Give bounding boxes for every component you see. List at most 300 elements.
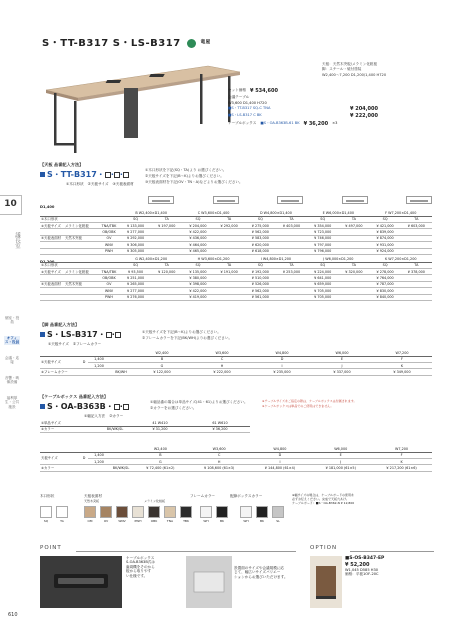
depth-value: 1,400 [88,452,110,458]
edge-cell: TA [151,216,182,222]
cable-box-price-table [40,446,432,472]
table-thumb-icon [277,196,303,204]
swatch-code: OBK [150,519,158,523]
price-cell: ¥ 561,000 [245,294,276,300]
edge-cell: SQ [307,216,338,222]
size-header: C W3,600×D1,400 [182,210,244,216]
row-group: ②天板サイズ [40,268,64,274]
section-heading: 【ケーブルボックス 品番記入方法】 [40,394,109,399]
depth-letter: D [80,356,88,369]
price-cell [338,248,369,254]
swatch-code: WH [243,519,249,523]
price-cell: ¥ 292,000 [214,222,245,228]
swatch-group-label: 配線ボックスカラー [230,494,263,498]
row-code: TNA/TBK [98,268,120,274]
price-cell: ¥ 603,000 [401,222,432,228]
swatch-code: WNV [118,519,126,523]
price-cell: ¥ 380,000 [182,275,213,281]
row-label: ②フレームカラー [40,369,110,375]
price-cell: ¥ 197,000 [151,222,182,228]
price-row [40,294,432,300]
price-cell: ¥ 839,000 [370,229,401,235]
eco-badge-icon [187,39,196,48]
sub-label: ③天板表面材 [112,182,134,186]
swatch-code: BK [259,519,265,523]
width-header: W3,600 [192,350,252,356]
size-code: J [312,362,372,368]
edge-cell: SQ [120,262,151,268]
color-swatch [40,506,52,518]
table-thumb-icon [406,196,432,204]
row-label: ①天板サイズ [40,356,80,369]
size-code: I [250,458,311,464]
model-sub-labels [66,182,134,186]
row-label: ①単品サイズ [40,420,100,426]
size-code: D [250,452,311,458]
price-cell: ¥ 222,000 [192,369,252,375]
bullet-icon [40,404,45,409]
swatch-code: TNA [166,519,174,523]
size-header: J W6,000×D1,200 [307,256,369,262]
color-code: BK/WK/SL [100,426,130,432]
chapter-tab[interactable] [0,195,22,215]
cable-box-photo [40,556,122,608]
width-header: W7,200 [372,350,432,356]
edge-cell: SQ [120,216,151,222]
depth-value: 1,200 [88,458,110,464]
edge-cell: TA [338,262,369,268]
price-cell: ¥ 583,000 [245,235,276,241]
price-row [40,248,432,254]
price-cell: ¥ 31,200 [130,426,190,432]
row-group [40,294,64,300]
row-label: 天板サイズ [40,452,80,465]
model-code-leg: S・LS-B317・ · [40,330,121,340]
price-cell: ¥ 354,000 [307,222,338,228]
swatch-group-label: 天板表面材 [84,494,102,498]
badge-text: 竜屋 [200,40,211,46]
tabletop-price-table-d1400 [40,210,432,255]
sidebar-item[interactable]: 個室・役員 [4,316,20,325]
spec-line: 天板：天然木突板/メラミン化粧板 [322,62,378,66]
color-code: BK/WK/SL [110,465,132,471]
price-cell: ¥ 144,800 (61×4) [250,465,311,471]
depth-label: D1,200 [40,260,55,264]
depth-label: D1,400 [40,205,55,209]
row-label [64,248,98,254]
row-code: OV [98,281,120,287]
section-warnings [262,400,356,411]
price-cell: ¥ 337,000 [312,369,372,375]
size-code: F [371,452,432,458]
row-label: ①木口形状 [40,216,120,222]
tabletop-thumbnails [148,196,432,204]
option-size: W1,045 D585 H30 [345,567,379,572]
width-header: W2,400 [132,446,189,452]
depth-letter: D [80,452,88,465]
swatch-group-label: 木口形状 [40,494,55,498]
sub-label: ①天板サイズ [48,342,69,346]
price-cell: ¥ 562,000 [245,288,276,294]
meeting-table-size: W3,600 D1,400 H720 [228,100,267,105]
price-cell: ¥ 275,000 [245,222,276,228]
size-code: D [252,356,312,362]
note: ①天板サイズを下記(B～K)よりお選びください。 [142,330,221,334]
option-model: ■S-OS-B347-EP [345,556,385,561]
sub-label: ①幅記入方法 [84,414,106,418]
price-cell: ¥ 349,000 [372,369,432,375]
size-header: D W4,800×D1,400 [245,210,307,216]
set-item-model: ■S・LS-B317 C BK [228,113,262,118]
row-group: ③天板表面材 [40,235,64,241]
model-code-cable-box: S・OA-B363B・ · [40,402,129,412]
page-title-text: S・TT-B317 S・LS-B317 [42,38,181,49]
price-cell [401,248,432,254]
price-cell: ¥ 465,000 [182,248,213,254]
cable-box-label: ケーブルボックス [228,120,257,125]
edge-cell: TA [276,262,307,268]
blank-box-icon [123,172,129,178]
set-item-price: ¥ 36,200 [303,120,329,127]
swatch-group-label: フレームカラー [190,494,216,498]
price-cell: ¥ 251,000 [120,275,151,281]
price-cell [151,294,182,300]
cable-box-detail-photo [186,556,232,608]
option-banner: OPTION [310,545,338,551]
price-cell: ¥ 618,000 [245,248,276,254]
color-code: BK/WH [110,369,132,375]
row-code: OB/OBK [98,229,120,235]
price-cell: ¥ 265,000 [120,281,151,287]
swatch-subgroup-label: 天然木突板 [84,499,100,503]
set-item-model: ■S・TT-B317 SQ-C TNA [228,106,271,111]
swatch-code: TA [60,519,64,523]
price-cell: ¥ 746,000 [307,235,338,241]
cable-box-unit-table [40,420,250,433]
price-cell: ¥ 235,000 [252,369,312,375]
row-code: WNV [98,288,120,294]
option-note: 価格：平板1OF-20C [345,572,379,577]
price-cell: ¥ 787,000 [370,281,401,287]
note: ③天板表面材を下記(OV・TN・A)などよりお選びください。 [145,179,243,184]
warning-note: ※ケーブルボックスは単品でのご使用はできません。 [262,404,334,409]
bullet-icon [40,172,45,177]
price-cell: ¥ 422,000 [182,229,213,235]
swatch-list [40,506,300,538]
price-cell: ¥ 120,000 [151,268,182,274]
edge-cell: TA [276,216,307,222]
price-cell: ¥ 526,000 [245,281,276,287]
spec-line: W2,400～7,200 D1,200/1,400 H720 [322,72,387,77]
size-code: B [132,356,192,362]
width-header: W4,800 [250,446,311,452]
chapter-number: 10 [4,199,17,210]
model-text: S・LS-B317・ [47,330,106,339]
price-cell: ¥ 422,000 [182,288,213,294]
row-label: ①木口形状 [40,262,120,268]
width-header: W4,800 [252,350,312,356]
size-header: F W7,200×D1,400 [370,210,433,216]
price-cell: ¥ 497,000 [338,222,369,228]
set-price-block [228,88,378,128]
size-header: K W7,200×D1,200 [370,256,433,262]
swatch-note: ※幅サイズの場合は、ケーブルボードの使用を 必ずお伝えください。完成で天板穴あけ。 ケーブルボード：■S・OA-B362-N ¥ 12,800 [292,493,355,505]
size-code: B [132,452,189,458]
price-cell: ¥ 620,000 [245,242,276,248]
price-cell: ¥ 398,000 [182,281,213,287]
size-code: C [189,452,250,458]
blank-box-icon [105,172,111,178]
price-cell: ¥ 705,000 [307,288,338,294]
size-code: K [371,458,432,464]
size-header: B W2,400×D1,400 [120,210,182,216]
blank-box-icon [115,332,121,338]
sub-label: ②フレームカラー [72,342,102,346]
size-code: J [310,458,371,464]
price-cell [338,294,369,300]
price-cell: ¥ 830,000 [370,288,401,294]
price-cell [276,248,307,254]
blank-box-icon [106,332,112,338]
depth-value: 1,200 [88,362,110,368]
row-label: 天然木突板 [64,235,98,241]
edge-cell: SQ [307,262,338,268]
size-code: G [132,362,192,368]
row-label [64,294,98,300]
note: ①木口形状を下記(SQ・TA)より お選びください。 [145,168,227,172]
meeting-table-label: 会議テーブル [228,95,250,100]
price-cell: ¥ 224,000 [307,268,338,274]
color-swatch [116,506,128,518]
price-cell: ¥ 840,000 [370,294,401,300]
edge-cell: TA [214,216,245,222]
price-cell: ¥ 305,000 [120,248,151,254]
row-group: ②天板サイズ [40,222,64,228]
price-cell: ¥ 562,000 [245,229,276,235]
price-cell: ¥ 378,000 [401,268,432,274]
row-label: メラミン化粧板 [64,268,98,274]
row-code: OV [98,235,120,241]
note: ①幅品番の場合は単品サイズ(41・61)よりお選びください。 [150,400,248,404]
color-swatch [132,506,144,518]
row-code: WNV [98,242,120,248]
price-cell: ¥ 931,000 [370,242,401,248]
color-swatch [148,506,160,518]
price-cell: ¥ 306,000 [120,242,151,248]
price-cell: ¥ 181,000 (61×5) [310,465,371,471]
model-text: S・OA-B363B・ [47,402,114,411]
unit-size-header: 61 W610 [190,420,250,426]
note: ②天板サイズを下記(B～K)よりお選びください。 [145,173,224,178]
price-cell: ¥ 659,000 [307,281,338,287]
row-label: メラミン化粧板 [64,222,98,228]
price-cell [401,294,432,300]
color-swatch [84,506,96,518]
section-heading: 【天板 品番記入方法】 [40,162,84,167]
row-label: 天然木突板 [64,281,98,287]
price-cell: ¥ 278,000 [370,268,401,274]
model-text: S・TT-B317・ [47,170,105,179]
sidebar-item[interactable]: 会議・応接 [4,356,20,365]
size-code: E [310,452,371,458]
size-code: H [192,362,252,368]
set-price-label: セット価格 [228,88,246,92]
price-cell: ¥ 277,000 [120,288,151,294]
sub-label: ②カラー [109,414,124,418]
swatch-code: OV [103,519,109,523]
section-heading: 【脚 品番記入方法】 [40,322,80,327]
edge-cell: SQ [370,216,401,222]
option-divider [350,551,434,552]
price-cell: ¥ 277,000 [120,229,151,235]
price-cell: ¥ 510,000 [245,275,276,281]
price-cell: ¥ 122,000 [132,369,192,375]
table-thumb-icon [342,196,368,204]
width-header: W2,400 [132,350,192,356]
edge-cell: SQ [245,262,276,268]
sidebar-item-active[interactable]: オフィス・役員 [4,336,20,345]
size-code: H [189,458,250,464]
set-item-price: ¥ 204,000 [350,106,378,113]
price-cell: ¥ 93,500 [120,268,151,274]
page-number: 610 [8,612,18,618]
price-cell: ¥ 419,000 [182,294,213,300]
size-code: F [372,356,432,362]
spec-block [322,62,432,78]
price-cell: ¥ 135,000 [182,268,213,274]
note: ②フレームカラーを下記(BK/WH)よりお選びください。 [142,335,233,340]
color-swatch [56,506,68,518]
set-price-value: ¥ 534,600 [249,88,278,94]
row-code: PWH [98,248,120,254]
unit-size-header: 41 W410 [130,420,190,426]
swatch-code: PWH [134,519,142,523]
section-notes [150,400,248,412]
color-swatch [272,506,284,518]
blank-box-icon [114,172,120,178]
price-cell: ¥ 641,000 [307,275,338,281]
size-header: I W4,800×D1,200 [245,256,307,262]
sub-label: ②天板サイズ [87,182,109,186]
price-cell: ¥ 723,000 [307,229,338,235]
swatch-code: OM [87,519,93,523]
size-code: I [252,362,312,368]
price-cell: ¥ 36,200 [190,426,250,432]
size-code: C [192,356,252,362]
depth-value: 1,400 [88,356,110,362]
price-cell: ¥ 796,000 [307,248,338,254]
page-title [42,38,211,51]
price-cell [214,294,245,300]
edge-cell: TA [214,262,245,268]
point-text: ケーブルボックス S-OA-B363B式は 歯周機をそのから 板から取りやす い仕様です。 [126,556,155,578]
width-header: W6,000 [312,350,372,356]
set-item-qty: ×3 [332,120,338,125]
edge-cell: TA [338,216,369,222]
price-cell: ¥ 204,000 [182,222,213,228]
color-swatch [100,506,112,518]
price-cell: ¥ 292,000 [120,235,151,241]
price-cell: ¥ 421,000 [370,222,401,228]
row-group: ③天板表面材 [40,281,64,287]
edge-cell: SQ [370,262,401,268]
color-swatch [216,506,228,518]
swatch-area [40,494,440,542]
size-code: G [132,458,189,464]
price-cell: ¥ 133,000 [120,222,151,228]
swatch-code: SL [276,519,280,523]
table-thumb-icon [213,196,239,204]
row-code: OB/OBK [98,275,120,281]
warning-note: ※テーブルサイズをご指定の際は、ケーブルボックスは付属されます。 [262,399,357,403]
price-cell: ¥ 320,000 [338,268,369,274]
color-swatch [200,506,212,518]
price-cell: ¥ 764,000 [370,275,401,281]
set-item-price: ¥ 222,000 [350,113,378,120]
sidebar-item[interactable]: 福利厚生・公共施設 [4,396,20,409]
price-cell: ¥ 253,000 [276,268,307,274]
price-cell: ¥ 924,000 [370,248,401,254]
point-divider [76,551,296,552]
tabletop-price-table-d1200 [40,256,432,301]
edge-cell: SQ [182,262,213,268]
swatch-code: TBK [183,519,189,523]
price-cell: ¥ 436,000 [182,235,213,241]
row-code: PWH [98,294,120,300]
width-header: W6,000 [310,446,371,452]
swatch-code: WH [203,519,209,523]
color-swatch [240,506,252,518]
row-code: TNA/TBK [98,222,120,228]
price-cell [276,294,307,300]
color-swatch [164,506,176,518]
model-sub-labels [48,342,101,346]
spec-line: 脚：スチール・焼付塗装 [322,67,362,72]
swatch-subgroup-label: メラミン化粧板 [144,499,166,503]
set-item-model: ■S・OA-B363B-61 BK [260,120,300,125]
section-notes [145,168,243,186]
price-cell: ¥ 705,000 [307,294,338,300]
size-header: E W6,000×D1,400 [307,210,369,216]
row-label: ②カラー [40,465,110,471]
price-cell: ¥ 403,000 [276,222,307,228]
leg-price-table [40,350,432,376]
sidebar-vertical-label: 議長室 [14,231,20,249]
bullet-icon [40,332,45,337]
option-cabinet-photo [310,556,342,608]
price-cell: ¥ 464,000 [182,242,213,248]
price-cell: ¥ 797,000 [307,242,338,248]
model-code-tabletop: S・TT-B317・ · · [40,170,129,180]
edge-cell: SQ [245,216,276,222]
sub-label: ①木口形状 [66,182,84,186]
color-swatch [256,506,268,518]
price-cell [214,248,245,254]
edge-cell: SQ [182,216,213,222]
edge-cell: TA [401,216,432,222]
blank-box-icon [114,404,120,410]
price-cell: ¥ 191,000 [214,268,245,274]
option-details [345,556,435,577]
sidebar-item[interactable]: 音響・映像設備 [4,376,20,385]
size-header: G W2,400×D1,200 [120,256,182,262]
price-cell [151,248,182,254]
price-cell: ¥ 72,400 (61×2) [132,465,189,471]
edge-cell: TA [151,262,182,268]
row-label: ②カラー [40,426,100,432]
size-header: H W3,600×D1,200 [182,256,244,262]
price-cell: ¥ 192,000 [245,268,276,274]
